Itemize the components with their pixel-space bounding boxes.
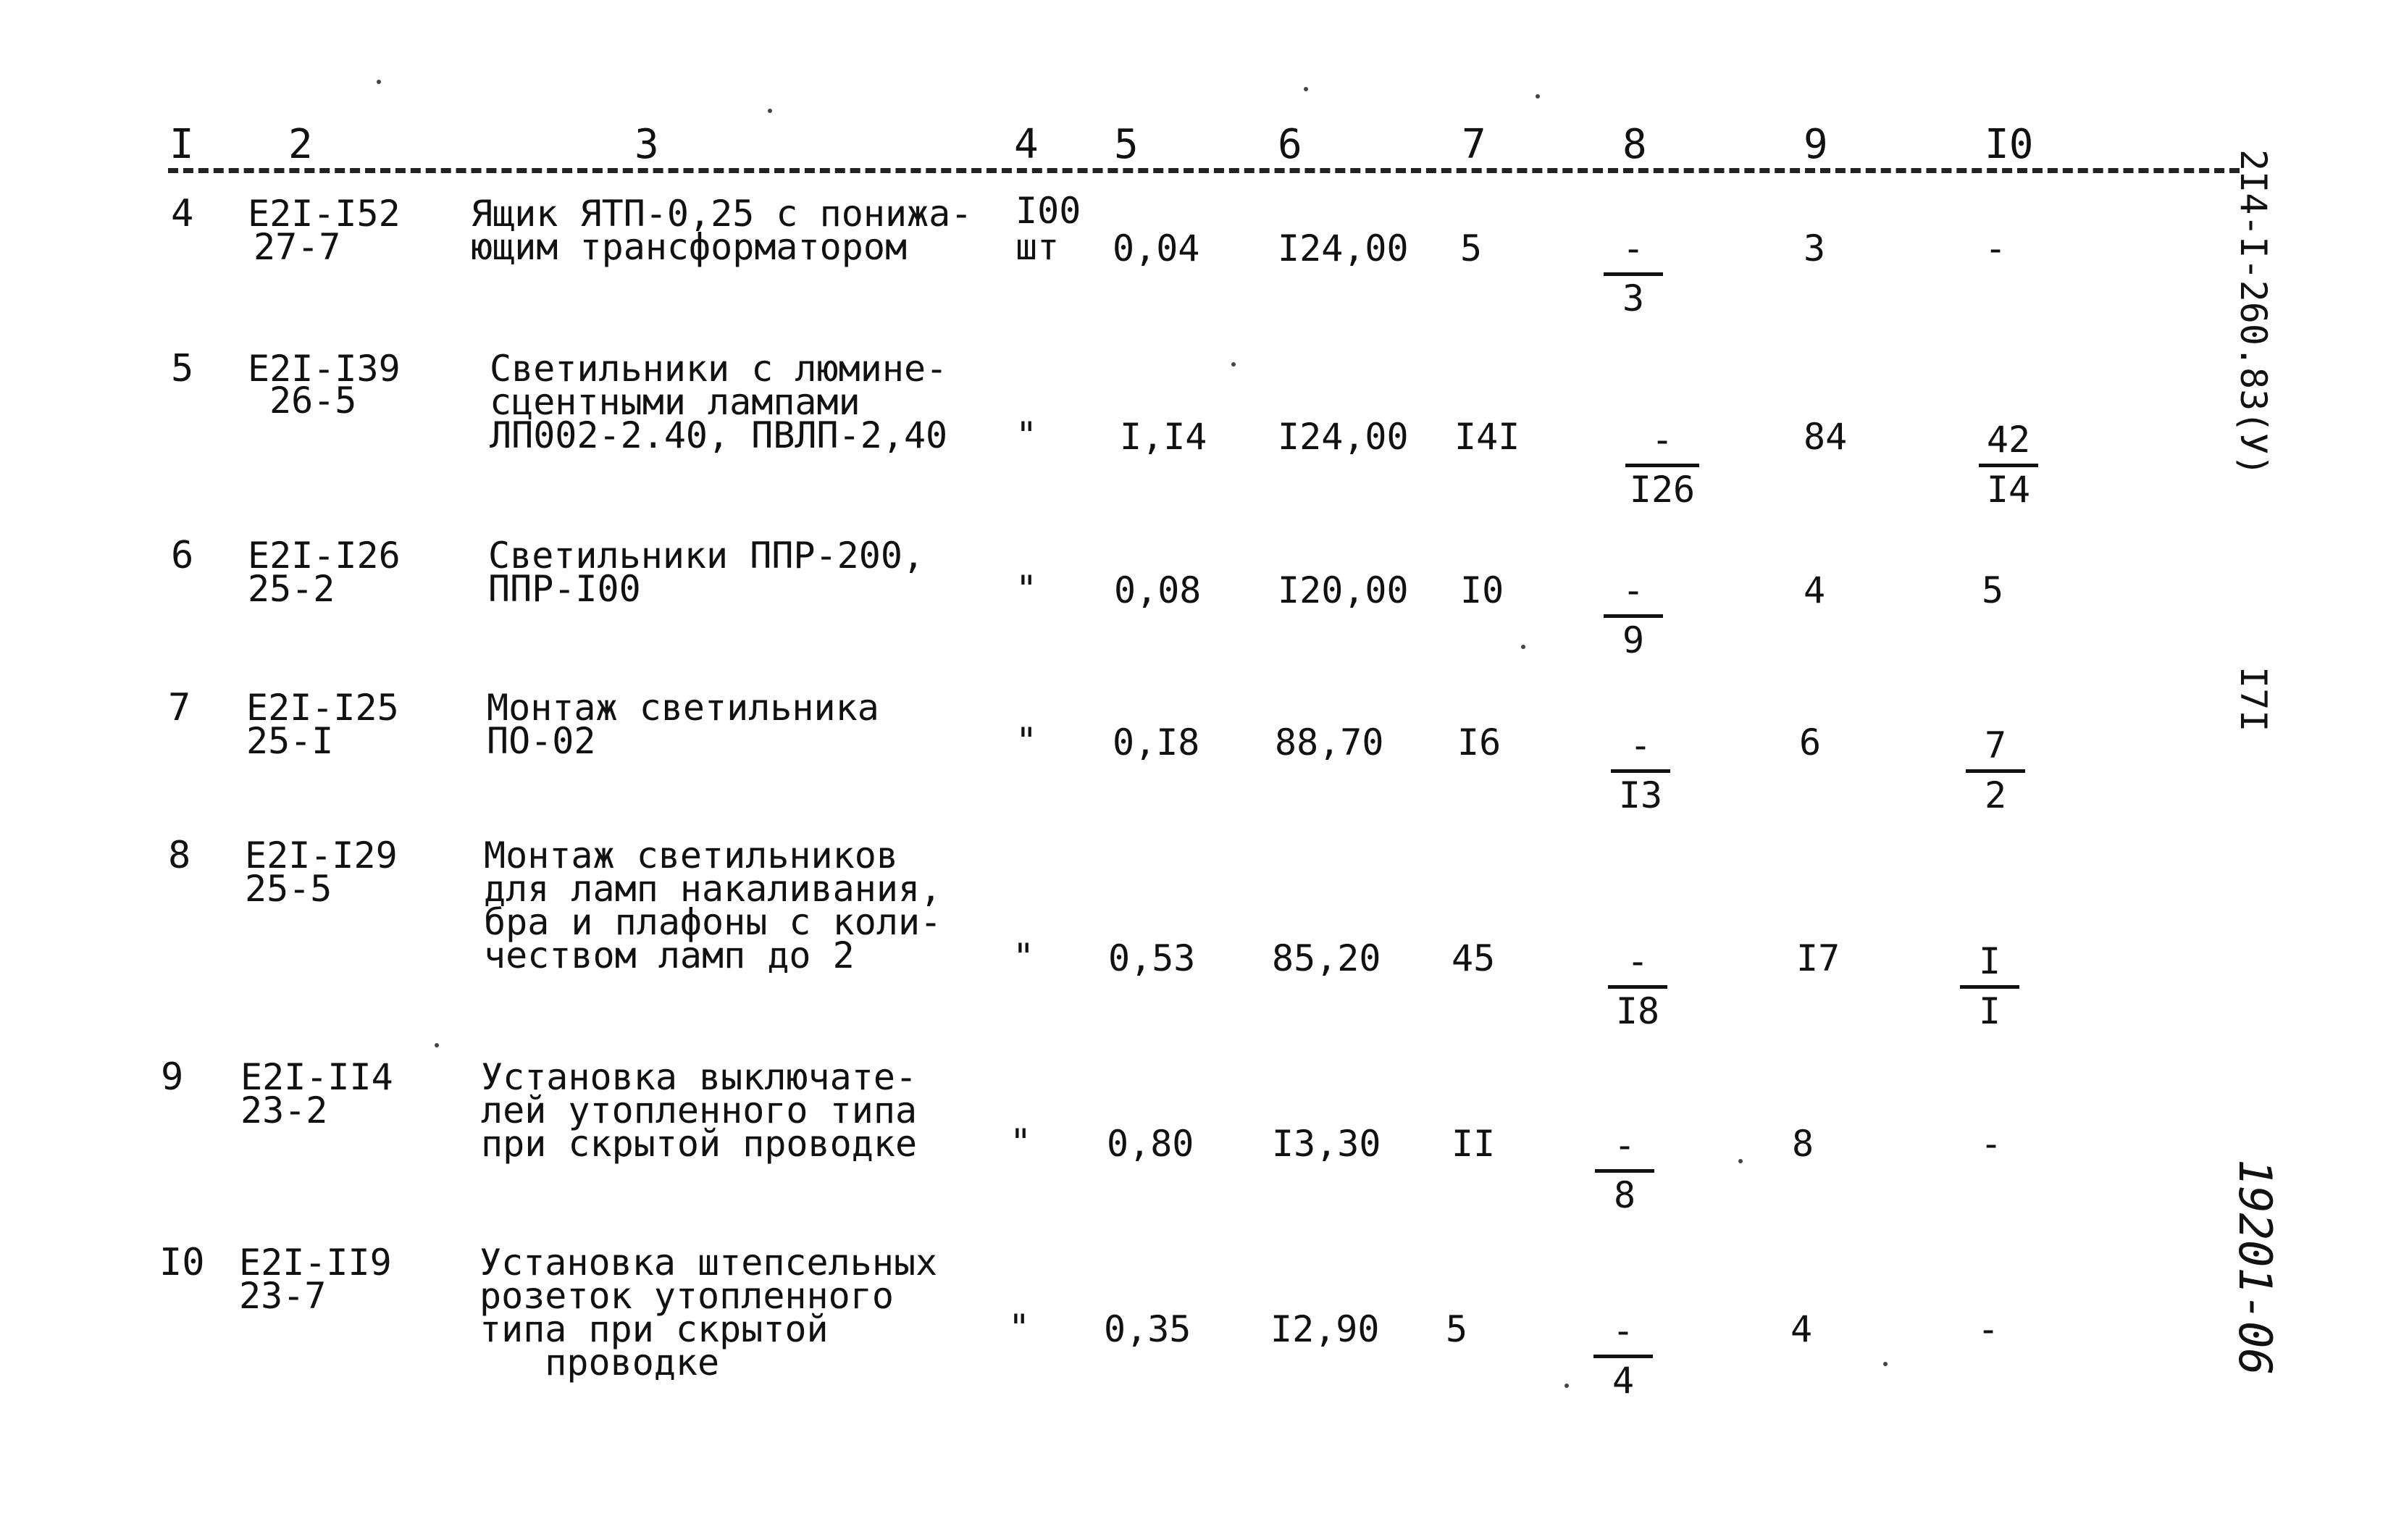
norm-code: E2I-I39 xyxy=(248,348,401,390)
scan-speck xyxy=(768,109,772,113)
work-name-line: типа при скрытой xyxy=(479,1308,829,1350)
row-number: 5 xyxy=(171,347,194,390)
col10-fraction xyxy=(1956,724,2035,816)
fraction-bottom: I26 xyxy=(1629,469,1696,511)
col7-value: I4I xyxy=(1454,416,1520,458)
sheet-number-vertical: 19201-06 xyxy=(2229,1159,2282,1376)
fraction-bottom: 4 xyxy=(1612,1360,1635,1402)
work-name-line: бра и плафоны с коли- xyxy=(484,901,942,943)
fraction-top: I xyxy=(1978,940,2001,982)
norm-code-sub: 27-7 xyxy=(254,226,341,268)
col-header-9: 9 xyxy=(1804,121,1828,168)
fraction-bottom: I xyxy=(1978,990,2001,1032)
fraction-bar xyxy=(1593,1355,1653,1358)
work-name-line: ющим трансформатором xyxy=(471,226,908,268)
work-name-line: чеством ламп до 2 xyxy=(484,934,855,976)
norm-code-sub: 25-5 xyxy=(245,868,332,910)
col7-value: 5 xyxy=(1446,1308,1468,1350)
scan-speck xyxy=(1304,87,1308,91)
fraction-top: - xyxy=(1613,1124,1636,1166)
norm-code-sub: 23-7 xyxy=(239,1275,327,1317)
col9-value: 4 xyxy=(1804,569,1826,611)
col5-value: 0,53 xyxy=(1108,937,1196,979)
col10-value: 5 xyxy=(1982,569,2004,611)
work-name-line: Ящик ЯТП-0,25 с понижа- xyxy=(471,193,973,235)
col8-fraction xyxy=(1601,724,1680,816)
col8-fraction xyxy=(1585,1124,1664,1216)
unit-ditto: " xyxy=(1015,568,1038,610)
fraction-top: - xyxy=(1612,1310,1635,1352)
unit-qty: I00 xyxy=(1015,190,1081,232)
col10-fraction xyxy=(1969,419,2048,511)
col10-fraction xyxy=(1950,940,2030,1032)
work-name-line: ЛП002-2.40, ПВЛП-2,40 xyxy=(490,414,948,456)
fraction-bar xyxy=(1625,464,1699,467)
col7-value: 45 xyxy=(1452,937,1496,979)
fraction-bottom: 9 xyxy=(1622,619,1645,661)
document-code-vertical: 2I4-I-260.83(У) xyxy=(2232,149,2274,477)
col6-value: 85,20 xyxy=(1272,937,1381,979)
fraction-bar xyxy=(1604,614,1663,618)
fraction-top: - xyxy=(1626,940,1649,982)
col8-fraction xyxy=(1583,1310,1663,1402)
col-header-1: I xyxy=(169,121,194,168)
fraction-bottom: I8 xyxy=(1615,990,1660,1032)
work-name-line: Светильники с люмине- xyxy=(490,348,948,390)
norm-code: E2I-I25 xyxy=(246,687,399,729)
col6-value: I24,00 xyxy=(1278,416,1409,458)
col-header-10: I0 xyxy=(1985,121,2034,168)
row-number: 7 xyxy=(168,686,191,729)
scan-speck xyxy=(1521,645,1525,649)
fraction-bottom: 8 xyxy=(1613,1174,1636,1216)
norm-code: E2I-I29 xyxy=(245,834,398,876)
work-name-line: ПО-02 xyxy=(487,720,596,762)
col7-value: I6 xyxy=(1457,721,1501,763)
norm-code-sub: 23-2 xyxy=(240,1089,328,1131)
work-name-line: Установка выключате- xyxy=(481,1056,918,1098)
work-name-line: розеток утопленного xyxy=(479,1275,894,1317)
fraction-top: - xyxy=(1651,419,1674,461)
page-number-vertical: I7I xyxy=(2232,666,2274,732)
row-number: 4 xyxy=(171,192,194,235)
col-header-2: 2 xyxy=(288,121,313,168)
norm-code-sub: 26-5 xyxy=(269,380,357,422)
fraction-bottom: 2 xyxy=(1984,774,2007,816)
fraction-bar xyxy=(1604,272,1663,276)
work-name-line: Монтаж светильника xyxy=(487,687,879,729)
norm-code-sub: 25-2 xyxy=(248,568,335,610)
fraction-top: 42 xyxy=(1986,419,2031,461)
unit-ditto: " xyxy=(1015,414,1038,456)
work-name-line: сцентными лампами xyxy=(490,381,860,423)
unit-name: шт xyxy=(1015,226,1060,268)
fraction-bar xyxy=(1960,985,2019,989)
col6-value: I20,00 xyxy=(1278,569,1409,611)
scan-speck xyxy=(1738,1159,1743,1163)
col5-value: 0,I8 xyxy=(1113,721,1200,763)
fraction-bottom: I4 xyxy=(1986,469,2031,511)
work-name-line: Установка штепсельных xyxy=(479,1242,938,1284)
col-header-5: 5 xyxy=(1114,121,1139,168)
unit-ditto: " xyxy=(1008,1307,1031,1349)
work-name-line: лей утопленного типа xyxy=(481,1089,918,1131)
col6-value: I2,90 xyxy=(1270,1308,1380,1350)
col7-value: 5 xyxy=(1460,227,1483,269)
fraction-top: - xyxy=(1622,569,1645,611)
work-name-line: проводке xyxy=(479,1342,720,1384)
fraction-bar xyxy=(1608,985,1667,989)
col8-fraction xyxy=(1615,419,1709,511)
unit-ditto: " xyxy=(1010,1121,1032,1163)
norm-code: E2I-II9 xyxy=(239,1242,392,1284)
col7-value: II xyxy=(1452,1123,1496,1165)
fraction-bar xyxy=(1595,1169,1654,1173)
unit-ditto: " xyxy=(1015,720,1038,762)
unit-ditto: " xyxy=(1013,936,1035,978)
col9-value: 6 xyxy=(1799,721,1822,763)
col-header-4: 4 xyxy=(1014,121,1039,168)
col9-value: 8 xyxy=(1792,1123,1814,1165)
col-header-3: 3 xyxy=(634,121,659,168)
norm-code-sub: 25-I xyxy=(246,720,334,762)
col5-value: 0,08 xyxy=(1114,569,1202,611)
col5-value: I,I4 xyxy=(1120,416,1207,458)
fraction-top: 7 xyxy=(1984,724,2007,766)
work-name-line: ППР-I00 xyxy=(488,568,641,610)
col10-value: - xyxy=(1980,1123,2003,1165)
scan-speck xyxy=(1564,1384,1569,1388)
col5-value: 0,80 xyxy=(1107,1123,1194,1165)
scan-speck xyxy=(1536,94,1540,99)
header-dashed-rule xyxy=(168,168,2240,173)
col-header-7: 7 xyxy=(1462,121,1486,168)
work-name-line: при скрытой проводке xyxy=(481,1123,918,1165)
col6-value: 88,70 xyxy=(1275,721,1384,763)
col7-value: I0 xyxy=(1460,569,1504,611)
fraction-bar xyxy=(1966,769,2025,773)
col-header-8: 8 xyxy=(1622,121,1647,168)
fraction-top: - xyxy=(1629,724,1652,766)
norm-code: E2I-II4 xyxy=(240,1056,393,1098)
scan-speck xyxy=(377,80,381,84)
col6-value: I24,00 xyxy=(1278,227,1409,269)
col-header-6: 6 xyxy=(1278,121,1302,168)
col10-value: - xyxy=(1985,227,2007,269)
col8-fraction xyxy=(1593,569,1673,661)
row-number: 6 xyxy=(171,534,194,577)
col9-value: 4 xyxy=(1790,1308,1813,1350)
fraction-bar xyxy=(1979,464,2038,467)
col8-fraction xyxy=(1593,227,1673,319)
row-number: 9 xyxy=(161,1055,184,1099)
norm-code: E2I-I52 xyxy=(248,193,401,235)
norm-code: E2I-I26 xyxy=(248,535,401,577)
col5-value: 0,04 xyxy=(1113,227,1200,269)
work-name-line: Светильники ППР-200, xyxy=(488,535,925,577)
col9-value: 84 xyxy=(1804,416,1848,458)
col10-value: - xyxy=(1977,1308,2000,1350)
col9-value: 3 xyxy=(1804,227,1826,269)
row-number: 8 xyxy=(168,834,191,877)
col8-fraction xyxy=(1598,940,1677,1032)
work-name-line: Монтаж светильников xyxy=(484,834,898,876)
col6-value: I3,30 xyxy=(1272,1123,1381,1165)
fraction-bar xyxy=(1611,769,1670,773)
work-name-line: для ламп накаливания, xyxy=(484,868,942,910)
fraction-bottom: 3 xyxy=(1622,277,1645,319)
fraction-bottom: I3 xyxy=(1618,774,1663,816)
fraction-top: - xyxy=(1622,227,1645,269)
scan-speck xyxy=(435,1043,439,1047)
scan-speck xyxy=(1883,1362,1888,1366)
scan-speck xyxy=(1231,362,1236,367)
col5-value: 0,35 xyxy=(1104,1308,1191,1350)
row-number: I0 xyxy=(159,1241,205,1284)
col9-value: I7 xyxy=(1796,937,1840,979)
